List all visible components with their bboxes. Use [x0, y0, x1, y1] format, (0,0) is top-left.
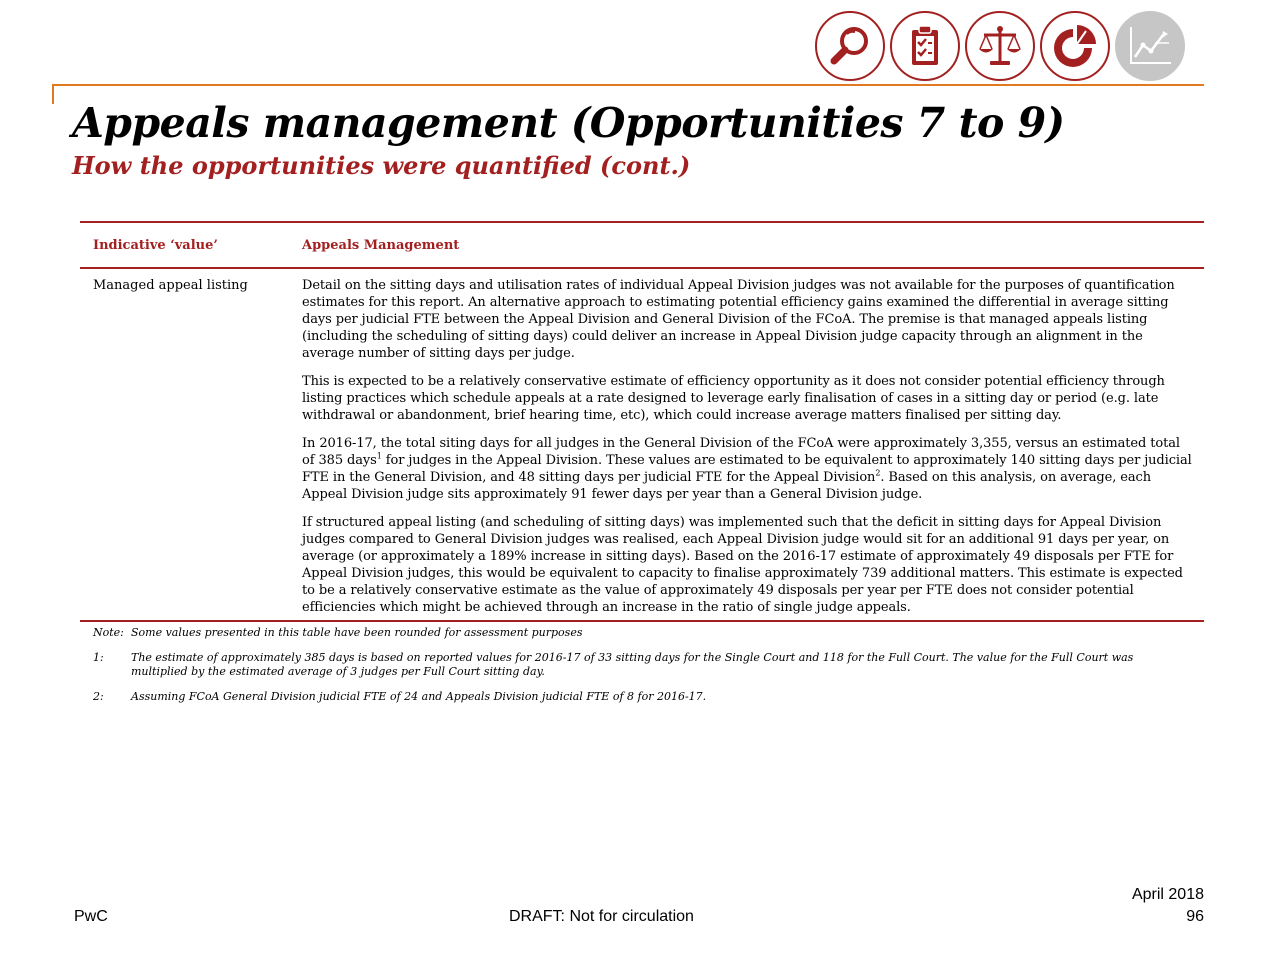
title-frame-left [52, 84, 54, 104]
page-number: 96 [1186, 908, 1204, 925]
paragraph-1: Detail on the sitting days and utilisation rates of individual Appeal Division judges was not available for the purposes of quantification estimates for this report. An alternative approach to estimating potential efficiency gains examined the differential in average sitting days per judicial FTE between the Appeal Division and General Division of the FCoA. The premise is that managed appeals listing (including the scheduling of sitting days) could deliver an increase in Appeal Division judge capacity through an alignment in the average number of sitting days per judge. [302, 278, 1175, 361]
row-content [302, 277, 1204, 616]
paragraph-3-part-b: for judges in the Appeal Division. These values are estimated to be equivalent to approximately 140 sitting days per judicial FTE in the General Division, and 48 sitting days per judicial FTE for the Appeal Division [302, 453, 1192, 485]
search-icon [815, 11, 885, 81]
note [93, 626, 1193, 640]
paragraph-3-part-a: In 2016-17, the total siting days for all judges in the General Division of the FCoA were approximately 3,355, versus an estimated total of 385 days [302, 436, 1180, 468]
col-header-appeals-management: Appeals Management [302, 237, 460, 253]
row-label: Managed appeal listing [93, 278, 248, 293]
footer-company: PwC [74, 908, 108, 925]
table-bottom-rule [80, 620, 1204, 622]
page-title: Appeals management (Opportunities 7 to 9) [72, 99, 1065, 147]
paragraph-3 [302, 435, 1196, 503]
paragraph-2: This is expected to be a relatively conservative estimate of efficiency opportunity as it does not consider potential efficiency through listing practices which schedule appeals at a rate designed to leverage early finalisation of cases in a sitting day or period (e.g. late withdrawal or abandonment, brief hearing time, etc), which could increase average matters finalised per sitting day. [302, 374, 1165, 423]
footnote-1 [93, 651, 1193, 679]
paragraph-3-part-c: . Based on this analysis, on average, each Appeal Division judge sits approximately 91 fewer days per year than a General Division judge. [302, 470, 1152, 502]
col-header-indicative-value: Indicative ‘value’ [93, 237, 218, 253]
table-notes [93, 626, 1193, 715]
clipboard-checklist-icon [890, 11, 960, 81]
section-icons [815, 11, 1185, 81]
footer-draft-notice: DRAFT: Not for circulation [509, 908, 694, 925]
footnote-1-text: The estimate of approximately 385 days is based on reported values for 2016-17 of 33 sitting days for the Single Court and 118 for the Full Court. The value for the Full Court was multiplied by the estimated average of 3 judges per Full Court sitting day. [131, 651, 1134, 678]
note-text: Some values presented in this table have been rounded for assessment purposes [131, 626, 583, 639]
footnote-2 [93, 690, 1193, 704]
page-subtitle: How the opportunities were quantified (cont.) [72, 151, 691, 180]
scales-icon [965, 11, 1035, 81]
opportunity-table [80, 221, 1204, 622]
pie-chart-icon [1040, 11, 1110, 81]
table-header-row [80, 223, 1204, 267]
footnote-ref-2: 2 [875, 468, 881, 478]
table-row [80, 269, 1204, 620]
footer-date: April 2018 [1131, 886, 1204, 903]
footnote-2-text: Assuming FCoA General Division judicial FTE of 24 and Appeals Division judicial FTE of 8 for 2016-17. [131, 690, 707, 703]
footnote-2-label: 2: [93, 690, 104, 703]
line-graph-icon [1115, 11, 1185, 81]
footnote-ref-1: 1 [376, 451, 382, 461]
title-frame-top [52, 84, 1204, 86]
note-label: Note: [93, 626, 124, 639]
footnote-1-label: 1: [93, 651, 104, 664]
paragraph-4: If structured appeal listing (and scheduling of sitting days) was implemented such that the deficit in sitting days for Appeal Division judges compared to General Division judges was realised, each Appeal Division judge would sit for an additional 91 days per year, on average (or approximately a 189% increase in sitting days). Based on the 2016-17 estimate of approximately 49 disposals per FTE for Appeal Division judges, this would be equivalent to capacity to finalise approximately 739 additional matters. This estimate is expected to be a relatively conservative estimate as the value of approximately 49 disposals per year per FTE does not consider potential efficiencies which might be achieved through an increase in the ratio of single judge appeals. [302, 515, 1183, 615]
